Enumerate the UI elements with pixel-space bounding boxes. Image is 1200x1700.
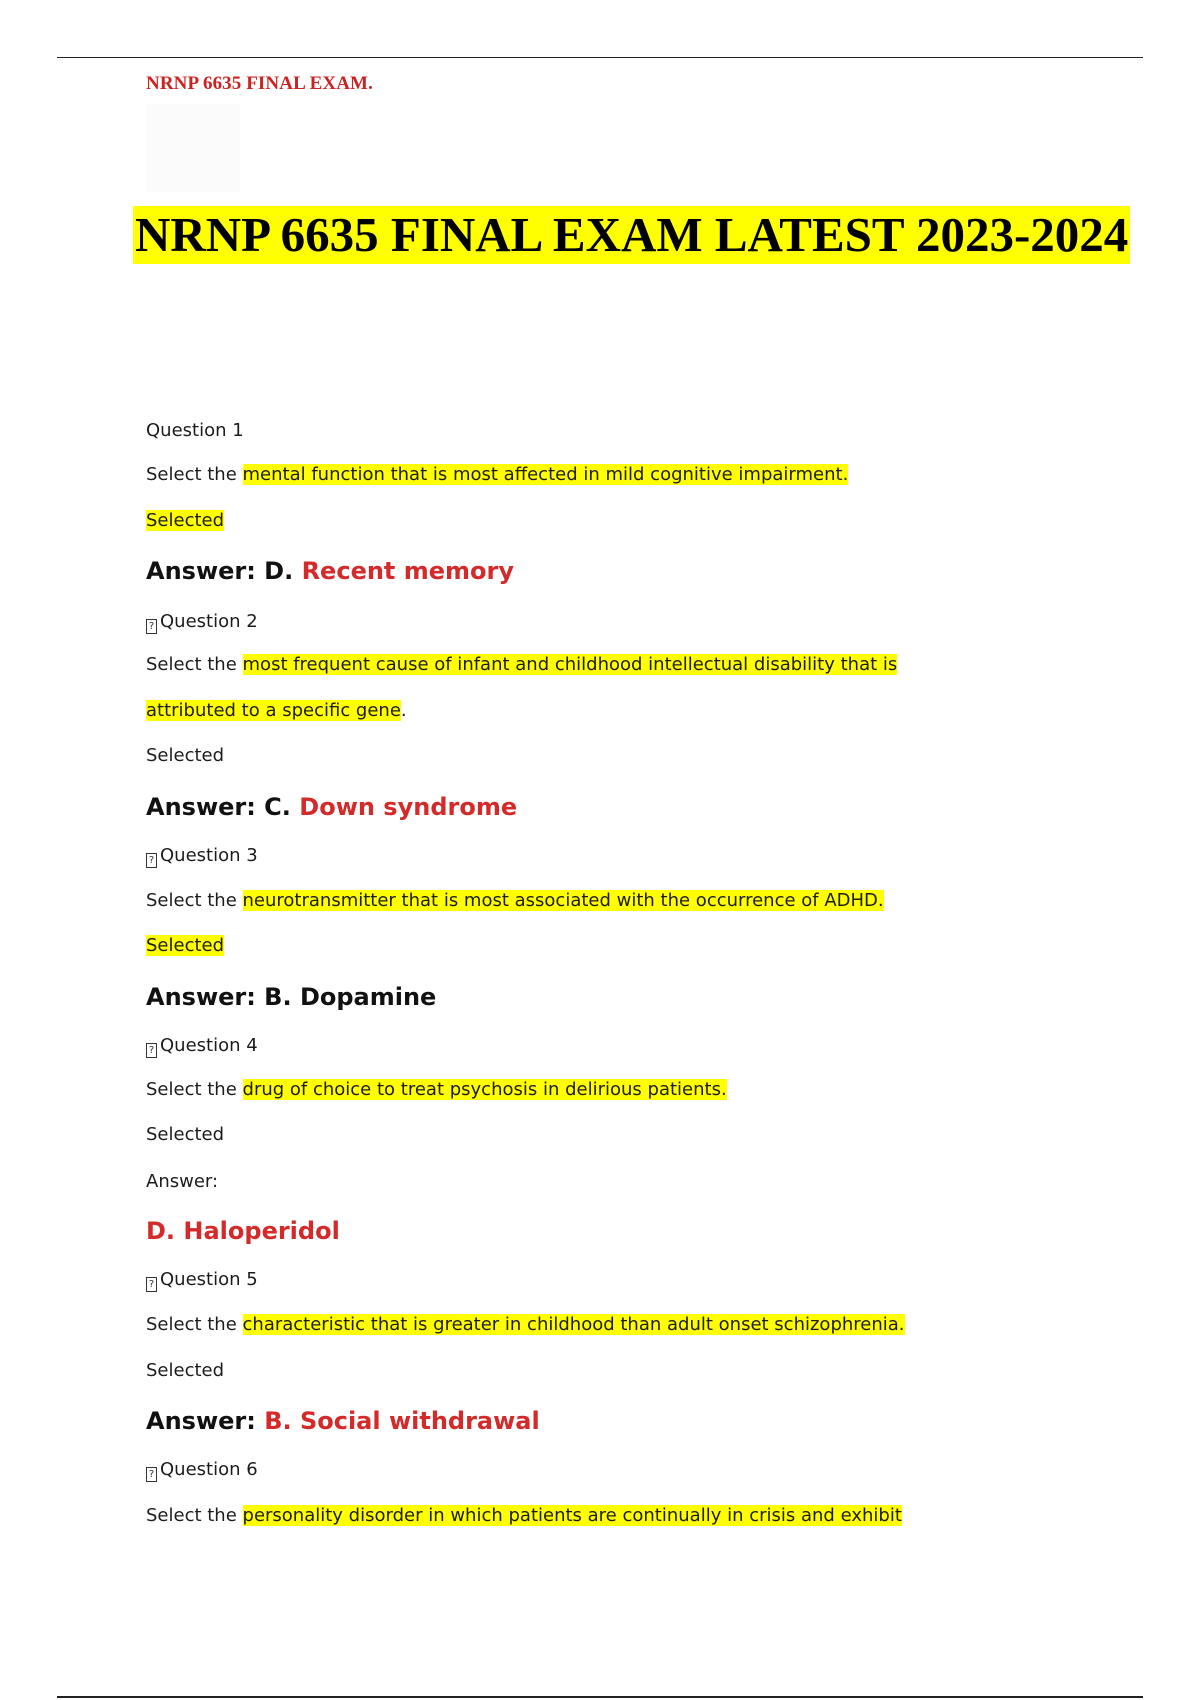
checkbox-icon: ?: [146, 853, 157, 868]
prompt-highlight: neurotransmitter that is most associated with the occurrence of ADHD.: [242, 890, 884, 911]
selected-text: Selected: [146, 510, 225, 531]
question-label: [146, 1033, 258, 1059]
decorative-box: [146, 104, 240, 192]
question-2-label: Question 2: [160, 611, 258, 632]
answer-line: [146, 1215, 340, 1247]
prompt-highlight: personality disorder in which patients are continually in crisis and exhibit: [242, 1505, 902, 1526]
question-prompt: [146, 462, 848, 488]
selected-label: [146, 743, 224, 769]
answer-label: Answer:: [146, 1407, 265, 1435]
question-prompt: [146, 888, 884, 914]
answer-text: Recent memory: [301, 557, 515, 585]
question-4-label: Question 4: [160, 1035, 258, 1056]
answer-line: [146, 791, 517, 823]
selected-label: [146, 1122, 224, 1148]
question-label: [146, 609, 258, 635]
prompt-highlight: drug of choice to treat psychosis in delirious patients.: [242, 1079, 727, 1100]
question-5-label: Question 5: [160, 1269, 258, 1290]
prompt-highlight: attributed to a specific gene: [146, 700, 401, 721]
selected-label: [146, 1358, 224, 1384]
checkbox-icon: ?: [146, 1467, 157, 1482]
header-rule: [57, 57, 1143, 58]
question-label: [146, 843, 258, 869]
checkbox-icon: ?: [146, 619, 157, 634]
running-header: NRNP 6635 FINAL EXAM.: [146, 73, 373, 94]
checkbox-icon: ?: [146, 1277, 157, 1292]
selected-label: [146, 508, 224, 534]
answer-full: Answer: B. Dopamine: [146, 983, 437, 1011]
answer-line: [146, 981, 436, 1013]
prompt-highlight: mental function that is most affected in mild cognitive impairment.: [242, 464, 849, 485]
question-1-label: Question 1: [146, 420, 244, 441]
question-prompt-continued: [146, 698, 407, 724]
answer-label: Answer: D.: [146, 557, 302, 585]
question-6-label: Question 6: [160, 1459, 258, 1480]
selected-label: [146, 933, 224, 959]
selected-text: Selected: [146, 1360, 225, 1381]
question-label: [146, 418, 244, 444]
prompt-highlight: most frequent cause of infant and childhood intellectual disability that is: [242, 654, 898, 675]
prompt-prefix: Select the: [146, 654, 243, 675]
selected-text: Selected: [146, 935, 225, 956]
prompt-suffix: .: [400, 700, 407, 721]
question-label: [146, 1457, 258, 1483]
answer-line: [146, 555, 514, 587]
question-3-label: Question 3: [160, 845, 258, 866]
prompt-prefix: Select the: [146, 1505, 243, 1526]
checkbox-icon: ?: [146, 1043, 157, 1058]
question-prompt: [146, 1312, 905, 1338]
question-prompt: [146, 1503, 902, 1529]
question-prompt: [146, 652, 897, 678]
question-prompt: [146, 1077, 727, 1103]
selected-text: Selected: [146, 1124, 225, 1145]
question-label: [146, 1267, 258, 1293]
prompt-prefix: Select the: [146, 464, 243, 485]
prompt-prefix: Select the: [146, 1079, 243, 1100]
prompt-prefix: Select the: [146, 1314, 243, 1335]
footer-rule: [57, 1696, 1143, 1698]
prompt-highlight: characteristic that is greater in childhood than adult onset schizophrenia.: [242, 1314, 905, 1335]
answer-text: B. Social withdrawal: [264, 1407, 540, 1435]
answer-line: [146, 1405, 540, 1437]
answer-label: Answer:: [146, 1171, 219, 1192]
document-title: NRNP 6635 FINAL EXAM LATEST 2023-2024: [135, 207, 1129, 262]
answer-label: Answer: C.: [146, 793, 300, 821]
answer-label-line: [146, 1169, 218, 1195]
prompt-prefix: Select the: [146, 890, 243, 911]
answer-text: D. Haloperidol: [146, 1217, 340, 1245]
answer-text: Down syndrome: [299, 793, 518, 821]
selected-text: Selected: [146, 745, 225, 766]
